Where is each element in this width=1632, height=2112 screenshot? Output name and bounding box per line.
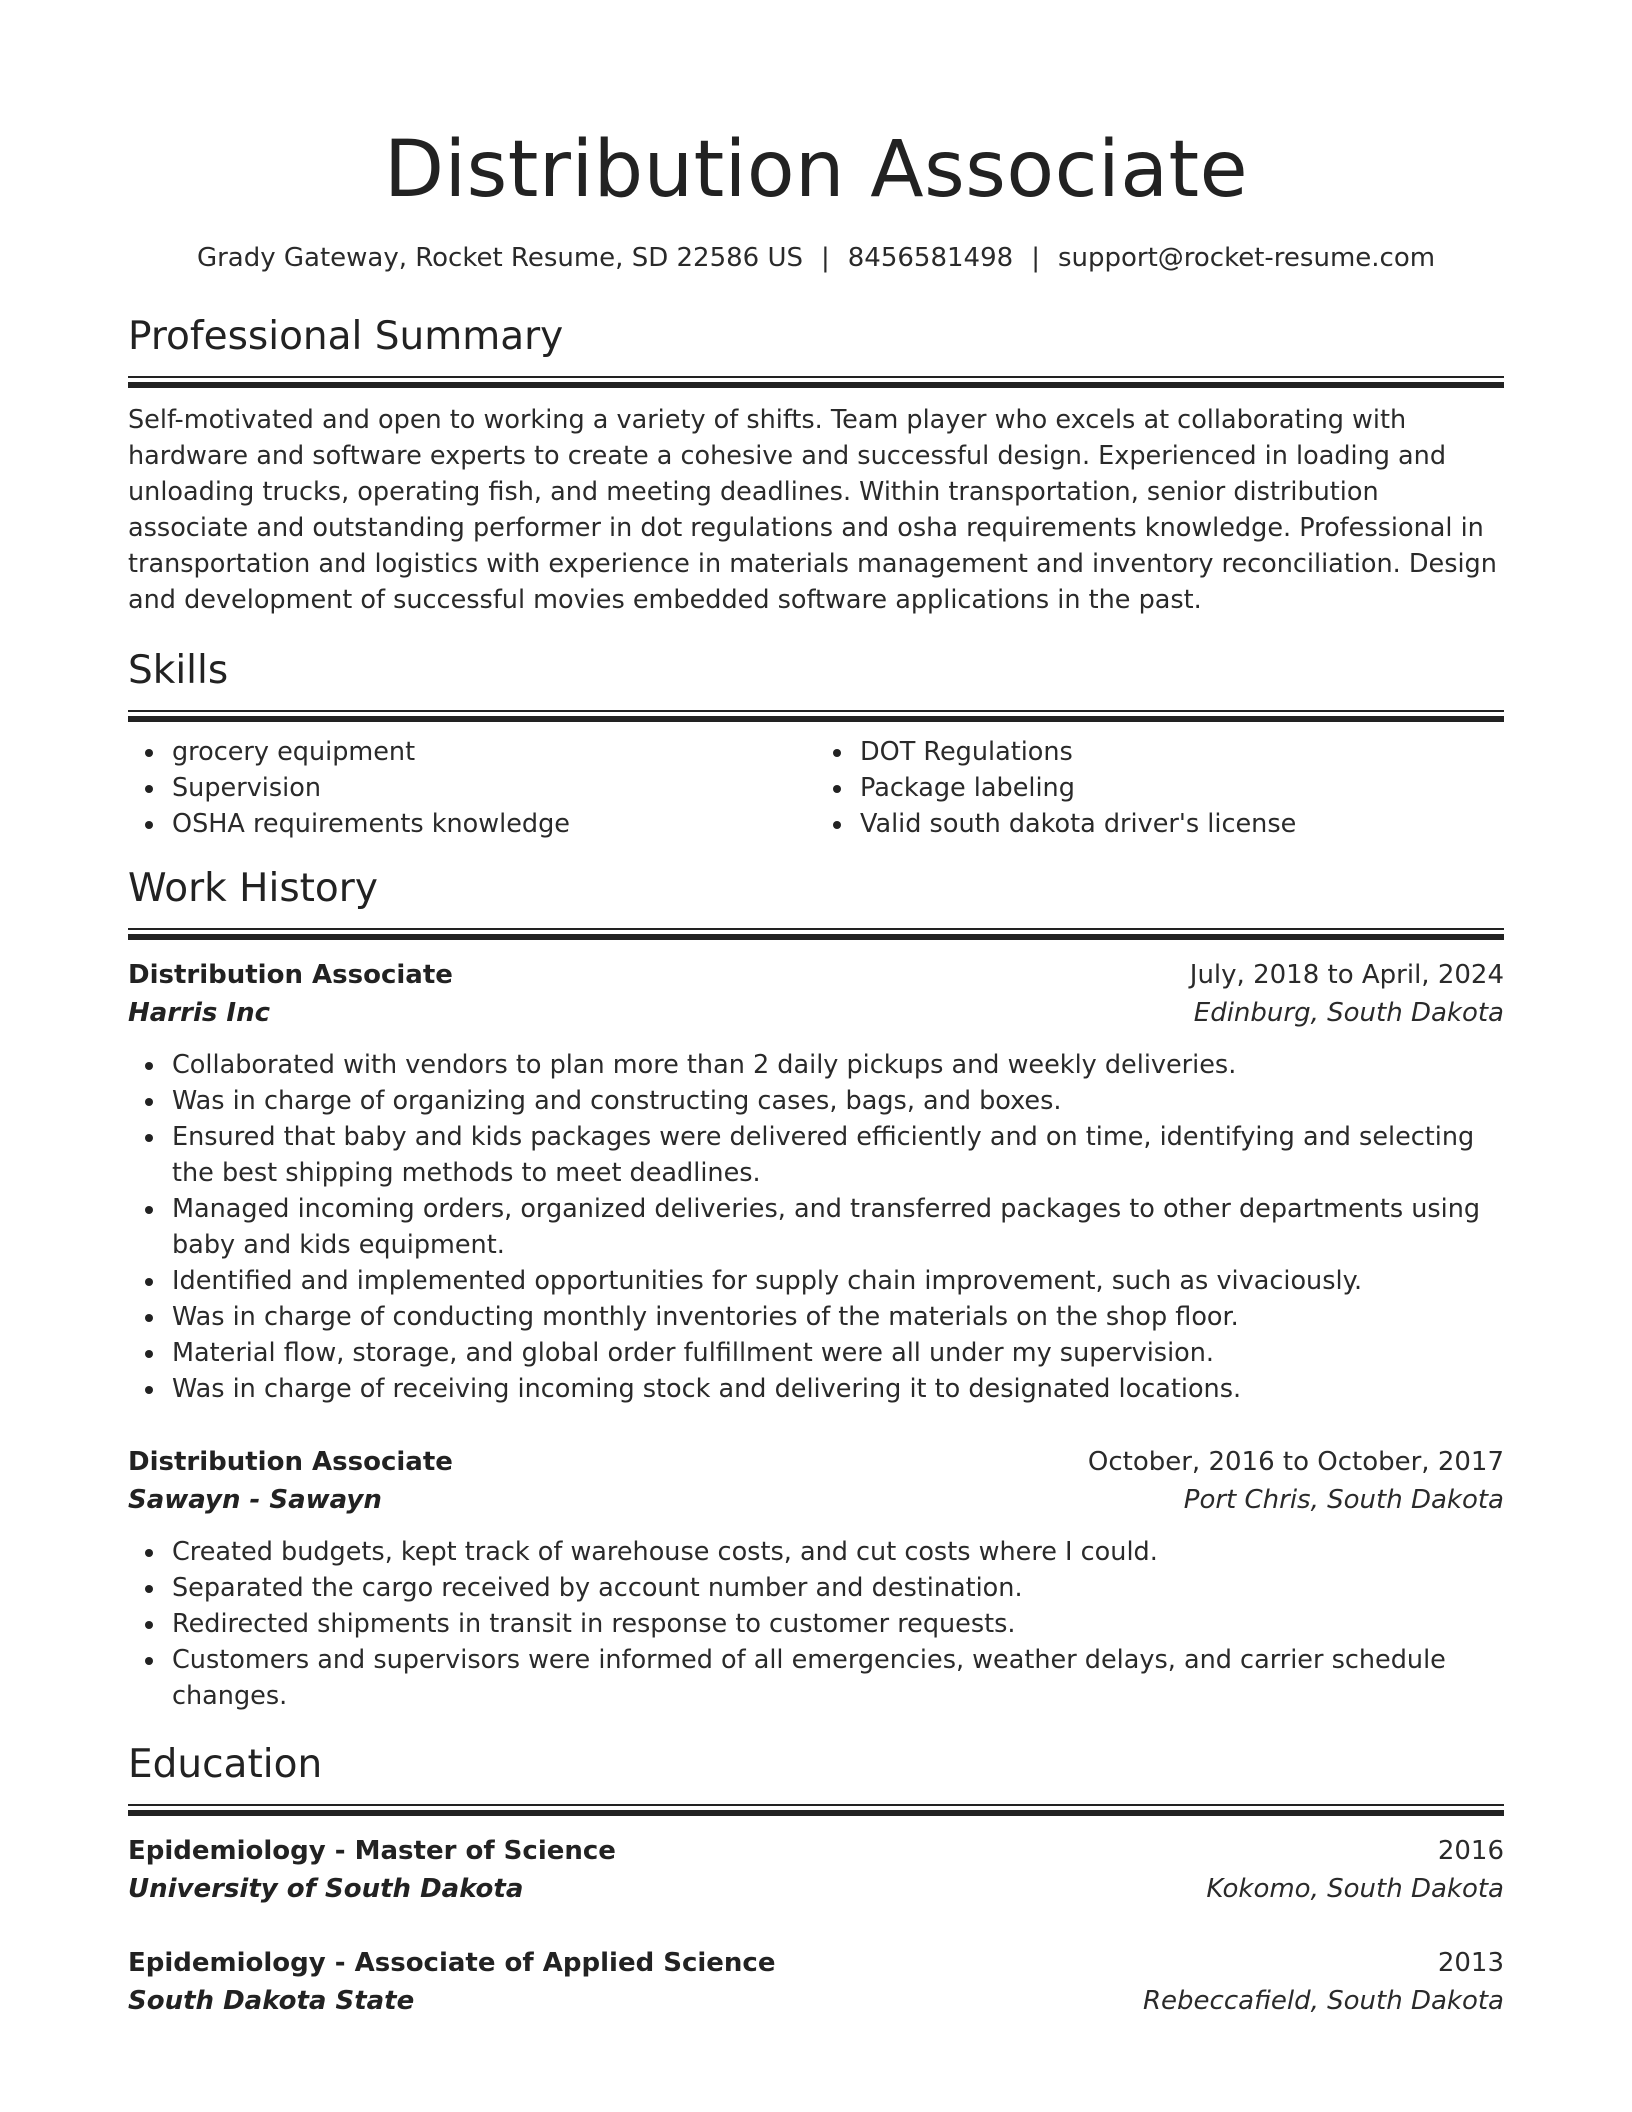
- job-location: Port Chris, South Dakota: [1183, 1485, 1504, 1515]
- education-school: South Dakota State: [128, 1986, 415, 2016]
- job-header-row: [128, 1443, 1504, 1481]
- section-divider: [128, 710, 1504, 722]
- education-location: Rebeccafield, South Dakota: [1142, 1986, 1504, 2016]
- job-subheader-row: [128, 1481, 1504, 1519]
- section-divider: [128, 376, 1504, 388]
- job-bullet: Ensured that baby and kids packages were delivered efficiently and on time, identifying and selecting the best shipping methods to meet deadlines.: [172, 1119, 1504, 1191]
- education-section: [128, 1740, 1504, 2020]
- skills-column-right: [816, 734, 1504, 842]
- job-entry: [128, 1443, 1504, 1714]
- education-heading: Education: [128, 1742, 323, 1787]
- section-divider: [128, 1804, 1504, 1816]
- job-bullet: Material flow, storage, and global order fulfillment were all under my supervision.: [172, 1335, 1504, 1371]
- education-subheader-row: [128, 1982, 1504, 2020]
- education-degree: Epidemiology - Master of Science: [128, 1836, 616, 1866]
- job-bullet: Was in charge of receiving incoming stock and delivering it to designated locations.: [172, 1371, 1504, 1407]
- education-header-row: [128, 1832, 1504, 1870]
- contact-line: [128, 240, 1504, 276]
- education-location: Kokomo, South Dakota: [1206, 1874, 1504, 1904]
- contact-address: Grady Gateway, Rocket Resume, SD 22586 US: [196, 243, 803, 273]
- skills-column-left: [128, 734, 816, 842]
- job-bullets: [128, 1534, 1504, 1714]
- job-bullet: Collaborated with vendors to plan more than 2 daily pickups and weekly deliveries.: [172, 1047, 1504, 1083]
- job-bullet: Redirected shipments in transit in response to customer requests.: [172, 1606, 1504, 1642]
- education-year: 2013: [1437, 1948, 1504, 1978]
- contact-phone: 8456581498: [847, 243, 1014, 273]
- job-bullet: Separated the cargo received by account number and destination.: [172, 1570, 1504, 1606]
- job-location: Edinburg, South Dakota: [1193, 998, 1504, 1028]
- job-dates: October, 2016 to October, 2017: [1087, 1447, 1504, 1477]
- skill-item: OSHA requirements knowledge: [172, 806, 816, 842]
- skill-item: Package labeling: [860, 770, 1504, 806]
- skills-section: [128, 646, 1504, 842]
- skill-item: DOT Regulations: [860, 734, 1504, 770]
- section-divider: [128, 928, 1504, 940]
- contact-email: support@rocket-resume.com: [1057, 243, 1436, 273]
- skill-item: grocery equipment: [172, 734, 816, 770]
- skill-item: Valid south dakota driver's license: [860, 806, 1504, 842]
- job-dates: July, 2018 to April, 2024: [1189, 960, 1504, 990]
- skills-heading: Skills: [128, 648, 229, 693]
- job-bullets: [128, 1047, 1504, 1407]
- education-year: 2016: [1437, 1836, 1504, 1866]
- education-subheader-row: [128, 1870, 1504, 1908]
- job-subheader-row: [128, 994, 1504, 1032]
- education-school: University of South Dakota: [128, 1874, 524, 1904]
- job-bullet: Was in charge of organizing and constructing cases, bags, and boxes.: [172, 1083, 1504, 1119]
- summary-section: [128, 312, 1504, 618]
- job-bullet: Customers and supervisors were informed of all emergencies, weather delays, and carrier schedule changes.: [172, 1642, 1504, 1714]
- job-bullet: Managed incoming orders, organized deliveries, and transferred packages to other departments using baby and kids equipment.: [172, 1191, 1504, 1263]
- job-bullet: Identified and implemented opportunities for supply chain improvement, such as vivaciously.: [172, 1263, 1504, 1299]
- resume-title: Distribution Associate: [383, 125, 1249, 215]
- job-entry: [128, 956, 1504, 1407]
- education-entry: [128, 1832, 1504, 1908]
- skills-grid: [128, 734, 1504, 842]
- job-title: Distribution Associate: [128, 960, 453, 990]
- education-entry: [128, 1944, 1504, 2020]
- education-header-row: [128, 1944, 1504, 1982]
- job-bullet: Was in charge of conducting monthly inventories of the materials on the shop floor.: [172, 1299, 1504, 1335]
- job-bullet: Created budgets, kept track of warehouse costs, and cut costs where I could.: [172, 1534, 1504, 1570]
- job-header-row: [128, 956, 1504, 994]
- job-company: Sawayn - Sawayn: [128, 1485, 382, 1515]
- job-title: Distribution Associate: [128, 1447, 453, 1477]
- contact-separator: |: [1031, 243, 1040, 273]
- education-degree: Epidemiology - Associate of Applied Science: [128, 1948, 776, 1978]
- summary-text: Self-motivated and open to working a variety of shifts. Team player who excels at collaborating with hardware and software experts to create a cohesive and successful design. Experienced in loading and unloading trucks, operating fish, and meeting deadlines. Within transportation, senior distribution associate and outstanding performer in dot regulations and osha requirements knowledge. Professional in transportation and logistics with experience in materials management and inventory reconciliation. Design and development of successful movies embedded software applications in the past.: [128, 405, 1497, 615]
- skill-item: Supervision: [172, 770, 816, 806]
- work-history-section: [128, 864, 1504, 1714]
- job-company: Harris Inc: [128, 998, 270, 1028]
- summary-heading: Professional Summary: [128, 314, 564, 359]
- work-history-heading: Work History: [128, 866, 378, 911]
- contact-separator: |: [821, 243, 830, 273]
